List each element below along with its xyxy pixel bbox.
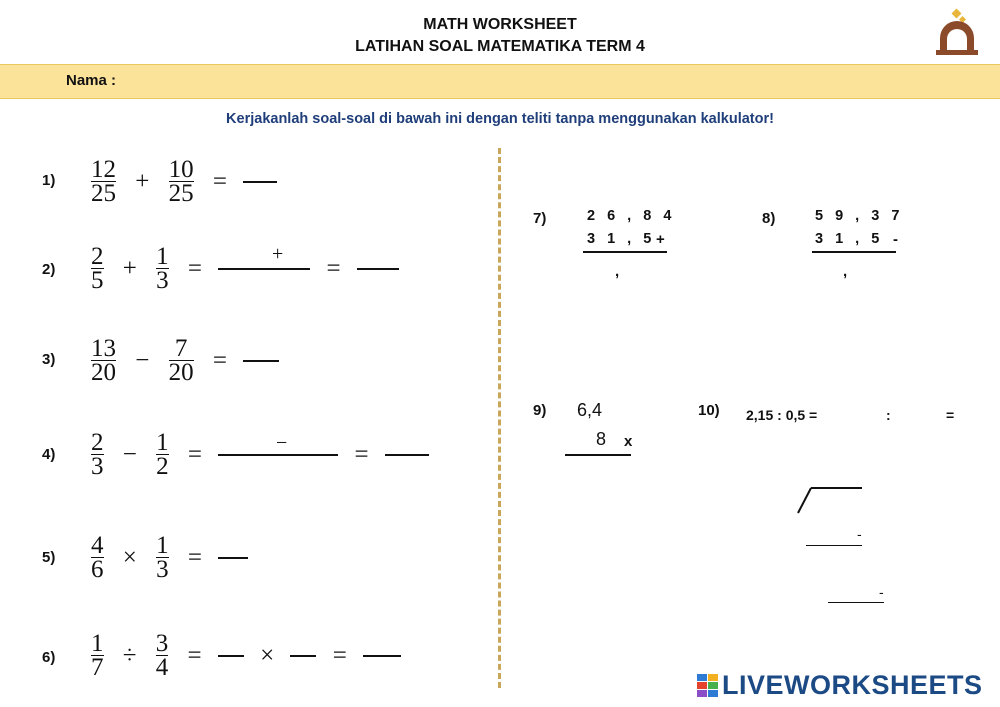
question-4-number: 4) bbox=[42, 446, 56, 463]
question-4-expression: $\frac{2}{3}$ − $\frac{1}{2}$ = = bbox=[88, 431, 429, 478]
long-division-step-1-input[interactable] bbox=[806, 520, 856, 542]
answer-blank[interactable] bbox=[243, 181, 277, 183]
question-9-answer-input[interactable] bbox=[565, 460, 631, 486]
long-division-bracket bbox=[795, 486, 865, 516]
question-8-line-1: 5 9 , 3 7 bbox=[815, 208, 904, 224]
answer-blank[interactable] bbox=[243, 360, 279, 362]
question-7-operator: + bbox=[656, 231, 665, 248]
question-10-colon: : bbox=[886, 407, 891, 423]
question-8-number: 8) bbox=[762, 210, 776, 227]
question-10-input-2[interactable] bbox=[900, 404, 940, 426]
question-9-number: 9) bbox=[533, 402, 547, 419]
question-10-input-1[interactable] bbox=[845, 404, 881, 426]
worksheet-title: MATH WORKSHEET bbox=[423, 16, 577, 33]
question-7-answer-input[interactable] bbox=[583, 256, 667, 282]
question-10-expression: 2,15 : 0,5 = bbox=[746, 407, 818, 423]
long-division-rule-2 bbox=[828, 602, 884, 603]
worksheet-subtitle: LATIHAN SOAL MATEMATIKA TERM 4 bbox=[355, 38, 645, 55]
answer-blank[interactable] bbox=[290, 655, 316, 657]
answer-blank[interactable] bbox=[218, 557, 248, 559]
long-division-minus-1: - bbox=[857, 526, 862, 542]
question-4-mid-operator: − bbox=[276, 432, 288, 454]
question-1-expression: $\frac{12}{25}$ + $\frac{10}{25}$ = bbox=[88, 158, 277, 205]
question-3-expression: $\frac{13}{20}$ − $\frac{7}{20}$ = bbox=[88, 337, 279, 384]
liveworksheets-mark-icon bbox=[697, 674, 719, 698]
instruction-text: Kerjakanlah soal-soal di bawah ini dengan teliti tanpa menggunakan kalkulator! bbox=[226, 111, 774, 127]
question-7-answer-comma: , bbox=[615, 263, 620, 280]
question-7-rule bbox=[583, 251, 667, 253]
question-9-rule bbox=[565, 454, 631, 456]
question-8-answer-comma: , bbox=[843, 263, 848, 280]
long-division-minus-2: - bbox=[879, 584, 884, 600]
answer-blank[interactable] bbox=[385, 454, 429, 456]
long-division-rule-1 bbox=[806, 545, 862, 546]
question-8-rule bbox=[812, 251, 896, 253]
question-5-expression: $\frac{4}{6}$ × $\frac{1}{3}$ = bbox=[88, 534, 248, 581]
long-division-quotient-input[interactable] bbox=[815, 460, 863, 484]
question-2-expression: $\frac{2}{5}$ + $\frac{1}{3}$ = = bbox=[88, 245, 399, 292]
question-6-number: 6) bbox=[42, 649, 56, 666]
question-8-line-2: 3 1 , 5 bbox=[815, 231, 884, 247]
answer-blank[interactable] bbox=[218, 655, 244, 657]
answer-blank[interactable] bbox=[363, 655, 401, 657]
question-2-mid-operator: + bbox=[272, 243, 284, 265]
question-9-operator: x bbox=[624, 433, 633, 450]
question-9-line-1: 6,4 bbox=[577, 400, 603, 420]
name-label: Nama : bbox=[66, 72, 117, 89]
question-2-number: 2) bbox=[42, 261, 56, 278]
liveworksheets-logo: LIVEWORKSHEETS bbox=[722, 670, 983, 700]
question-5-number: 5) bbox=[42, 549, 56, 566]
question-3-number: 3) bbox=[42, 351, 56, 368]
question-7-number: 7) bbox=[533, 210, 547, 227]
school-logo-icon bbox=[934, 8, 980, 56]
name-input[interactable] bbox=[130, 68, 950, 94]
long-division-step-2-input[interactable] bbox=[828, 578, 878, 600]
column-divider bbox=[498, 148, 501, 688]
question-10-number: 10) bbox=[698, 402, 720, 419]
question-6-expression: $\frac{1}{7}$ ÷ $\frac{3}{4}$ = × = bbox=[88, 632, 401, 679]
answer-blank[interactable] bbox=[357, 268, 399, 270]
question-8-answer-input[interactable] bbox=[812, 256, 896, 282]
question-7-line-1: 2 6 , 8 4 bbox=[587, 208, 676, 224]
question-9-line-2: 8 bbox=[596, 429, 607, 449]
answer-blank[interactable] bbox=[218, 268, 310, 270]
question-8-operator: - bbox=[893, 231, 898, 248]
question-10-equals: = bbox=[946, 407, 955, 423]
question-7-line-2: 3 1 , 5 bbox=[587, 231, 656, 247]
question-1-number: 1) bbox=[42, 172, 56, 189]
